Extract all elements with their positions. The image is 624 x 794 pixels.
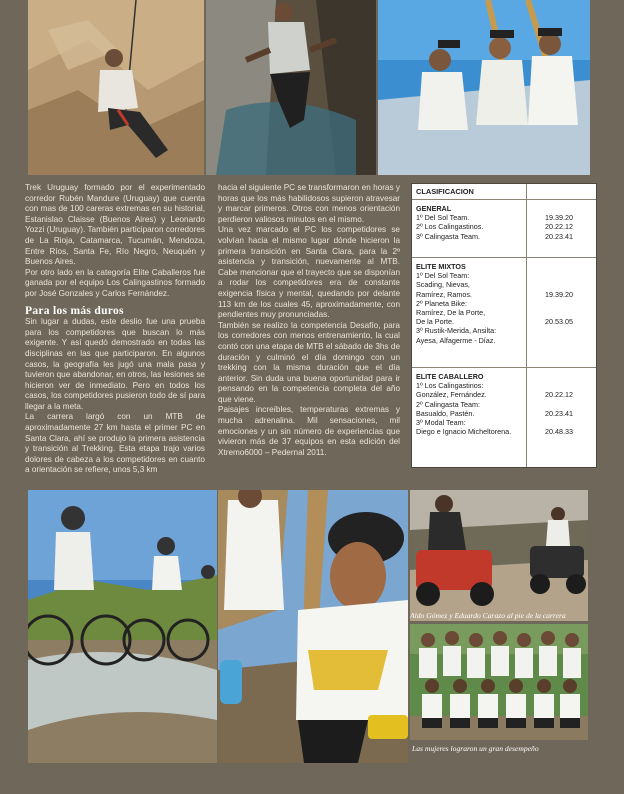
table-row: 2º Calingasta Team:	[416, 399, 481, 409]
article-paragraph: Sin lugar a dudas, este deslio fue una prueba para los competidores que buscan lo más exigente. Y así quedó demostrado en todas las disciplinas en las que participaron. En algunos casos, la geografía les jugó una mala pasa y tuvieron que abandonar, en otros, las lesiones se hicieron ver de inmediato. Pero en todos los casos, los competidores pusieron todo de sí para llegar a la meta.	[25, 317, 205, 411]
photo-rappel-water	[206, 0, 376, 175]
section-title: ELITE MIXTOS	[416, 262, 466, 271]
article-paragraph: Paisajes increíbles, temperaturas extremas y mucha adrenalina. Mil sensaciones, mil emociones y un sin número de experiencias que vivieron más de 37 equipos en esta edición del Xtremo6000 – Pedernal 2011.	[218, 405, 400, 457]
results-table	[411, 183, 597, 468]
article-paragraph: Una vez marcado el PC los competidores se volvían hacia el mismo lugar dónde hicieron la primera transición en Santa Clara, para la 2º asistencia y transición, nuevamente al MTB. Cabe mencionar que el trayecto que se disponían a rodar los competidores era de constante exigencia física y mental, quedando por delante 113 km de los cuales 45, aproximadamente, con pendientes muy pronunciadas.	[218, 225, 400, 320]
table-row: 2º Planeta Bike:	[416, 298, 467, 308]
photo-rider-closeup	[218, 490, 408, 763]
article-column-1	[25, 183, 205, 476]
article-paragraph: Por otro lado en la categoría Elite Caballeros fue ganada por el equipo Los Calingastinos formado por José Gonzales y Carlos Fernández.	[25, 267, 205, 298]
article-paragraph: También se realizo la competencia Desafío, para los corredores con menos entrenamiento, la cual contó con una etapa de MTB el sábado de 3hs de duración y culminó el día domingo con un trekking con la misma duración que el día anterior. Sin duda una buena oportunidad para ir pensando en la competencia completa del año que viene.	[218, 320, 400, 404]
photo-quad-bikes	[410, 490, 588, 621]
table-row: Ramírez, Ramos. 19.39.20	[416, 289, 573, 299]
section-heading: Para los más duros	[25, 304, 124, 317]
table-row: 1º Del Sol Team:	[416, 271, 470, 281]
table-row: De la Porte. 20.53.05	[416, 317, 573, 327]
results-section-caballero	[412, 368, 596, 438]
photo-caption-women: Las mujeres lograron un gran desempeño	[412, 744, 539, 753]
photo-team-group	[378, 0, 590, 175]
table-row: González, Fernández. 20.22.12	[416, 390, 573, 400]
table-row: Scading, Nievas,	[416, 280, 470, 290]
photo-bike-crossing	[28, 490, 217, 763]
table-row: 1º Del Sol Team. 19.39.20	[416, 213, 573, 223]
table-row: 2º Los Calingastinos. 20.22.12	[416, 222, 573, 232]
results-section-mixtos	[412, 258, 596, 368]
article-paragraph: La carrera largó con un MTB de aproximadamente 27 km hasta el primer PC en Santa Clara, ahí se produjo la primera asistencia y transición al Trekking. Esta etapa trajo varios dolores de cabeza a los competidores en cuanto a orientación se refiere, unos 5,3 km	[25, 412, 205, 475]
table-row: Ramírez, De la Porte,	[416, 308, 486, 318]
article-paragraph: hacia el siguiente PC se transformaron en horas y horas que los más habilidosos supieron atravesar y marcar primeros. Otros con menos orientación perdieron valiosos minutos en el mismo.	[218, 183, 400, 224]
table-header: CLASIFICACION	[412, 184, 596, 200]
photo-caption-quad: Aldo Gómez y Eduardo Carazo al pie de la carrera	[410, 611, 566, 620]
table-row: Ayesa, Alfagerme - Díaz.	[416, 335, 496, 345]
article-paragraph: Trek Uruguay formado por el experimentado corredor Rubén Mandure (Uruguay) que cuenta con mas de 100 careras extremas en su historial, Estanislao Claisse (Buenos Aires) y Leonardo Yozzi (Uruguay). También participaron corredores de La Rioja, Catamarca, Tucumán, Mendoza, Entre Ríos, Santa Fe, Río Negro, Neuquén y Buenos Aires.	[25, 183, 205, 267]
results-section-general	[412, 200, 596, 258]
section-title: GENERAL	[416, 204, 452, 213]
article-column-2	[218, 183, 400, 458]
table-row: 3º Modal Team:	[416, 418, 466, 428]
table-row: Diego e Ignacio Micheltorena. 20.48.33	[416, 427, 573, 437]
table-row: 3º Rustik-Merida, Ansilta:	[416, 326, 497, 336]
section-title: ELITE CABALLERO	[416, 372, 484, 381]
photo-rappel-rock	[28, 0, 204, 175]
table-row: 1º Los Calingastinos:	[416, 381, 484, 391]
table-row: 3º Calingasta Team. 20.23.41	[416, 231, 573, 241]
photo-women-team	[410, 624, 588, 740]
table-row: Basualdo, Pastén. 20.23.41	[416, 408, 573, 418]
